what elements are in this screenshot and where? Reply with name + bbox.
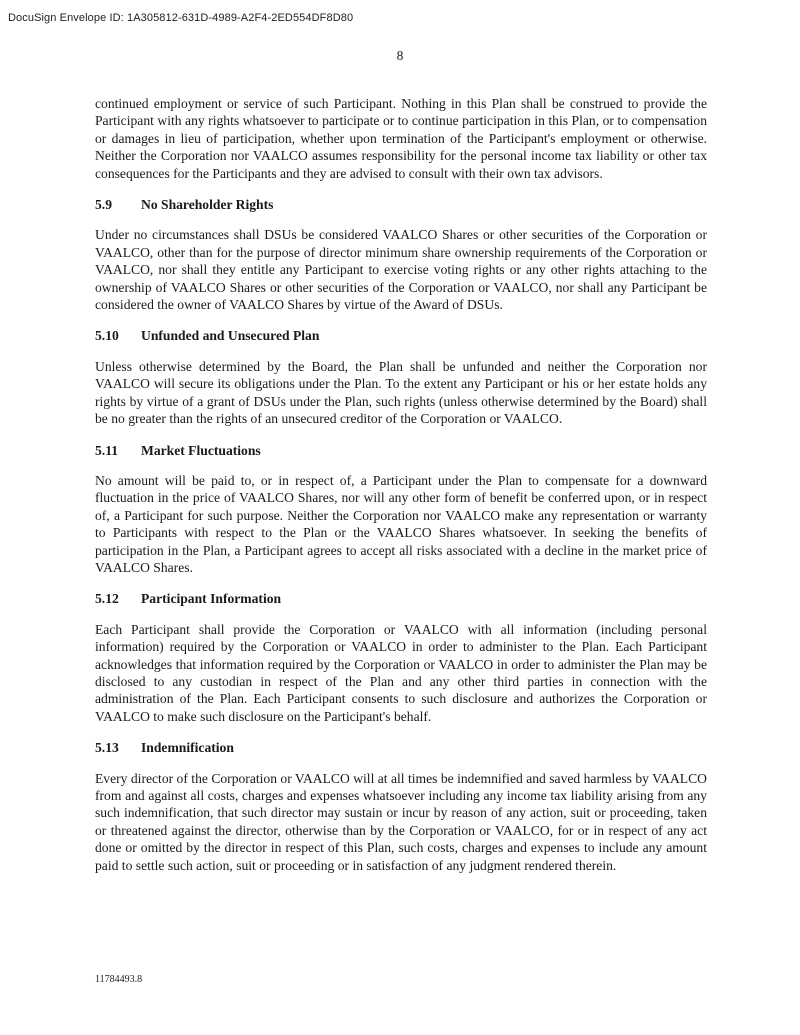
section-number: 5.11 xyxy=(95,442,119,458)
intro-paragraph: continued employment or service of such Participant. Nothing in this Plan shall be construed to provide the Participant with any rights whatsoever to participate or to continue participation in this Plan, or to compensation or damages in lieu of participation, whether upon termination of the Participant's employment or otherwise. Neither the Corporation nor VAALCO assumes responsibility for the personal income tax liability or other tax consequences for the Participants and they are advised to consult with their own tax advisors. xyxy=(95,96,707,181)
docusign-envelope-id: DocuSign Envelope ID: 1A305812-631D-4989-A2F4-2ED554DF8D80 xyxy=(8,12,354,24)
section-number: 5.13 xyxy=(95,740,119,756)
section-body: Unless otherwise determined by the Board, the Plan shall be unfunded and neither the Corporation nor VAALCO will secure its obligations under the Plan. To the extent any Participant or his or her estate holds any rights by virtue of a grant of DSUs under the Plan, such rights (unless otherwise determined by the Board) shall be no greater than the rights of an unsecured creditor of the Corporation or VAALCO. xyxy=(95,358,707,427)
section-heading xyxy=(95,590,707,607)
section-body: Every director of the Corporation or VAALCO will at all times be indemnified and saved harmless by VAALCO from and against all costs, charges and expenses whatsoever including any income tax liability arising from any such indemnification, that such director may sustain or incur by reason of any action, suit or proceeding, taken or threatened against the director, otherwise than by the Corporation or VAALCO, for or in respect of any act done or omitted by the director in respect of this Plan, such costs, charges and expenses to include any amount paid to settle such action, suit or proceeding or in satisfaction of any judgment rendered therein. xyxy=(95,770,707,873)
section-5-13 xyxy=(95,739,707,874)
section-heading xyxy=(95,442,707,459)
section-5-10 xyxy=(95,327,707,427)
section-number: 5.9 xyxy=(95,197,112,213)
section-number: 5.10 xyxy=(95,328,119,344)
section-title: Unfunded and Unsecured Plan xyxy=(141,328,320,344)
section-5-12 xyxy=(95,590,707,725)
section-5-9 xyxy=(95,196,707,313)
section-body: Under no circumstances shall DSUs be considered VAALCO Shares or other securities of the Corporation or VAALCO, other than for the purpose of director minimum share ownership requirements of the Corporation or VAALCO, nor shall they entitle any Participant to exercise voting rights or any other rights attaching to the ownership of VAALCO Shares or other securities of the Corporation or VAALCO, nor shall any Participant be considered the owner of VAALCO Shares by virtue of the Award of DSUs. xyxy=(95,227,707,313)
document-body xyxy=(95,95,707,874)
section-title: Market Fluctuations xyxy=(141,442,261,458)
section-title: Participant Information xyxy=(141,591,282,607)
document-footer-code: 11784493.8 xyxy=(95,974,143,985)
section-heading xyxy=(95,327,707,344)
section-body: No amount will be paid to, or in respect of, a Participant under the Plan to compensate for a downward fluctuation in the price of VAALCO Shares, nor will any other form of benefit be conferred upon, or in respect of, a Participant for such purpose. Neither the Corporation nor VAALCO make any representation or warranty to Participants with respect to the Plan or the VAALCO Shares whatsoever. In seeking the benefits of participation in the Plan, a Participant agrees to accept all risks associated with a decline in the market price of VAALCO Shares. xyxy=(95,472,707,575)
section-heading xyxy=(95,739,707,756)
page-number: 8 xyxy=(396,48,404,63)
section-title: No Shareholder Rights xyxy=(141,197,274,213)
section-heading xyxy=(95,196,707,213)
section-body: Each Participant shall provide the Corporation or VAALCO with all information (including personal information) required by the Corporation or VAALCO in order to administer to the Plan. Each Participant acknowledges that information required by the Corporation or VAALCO in order to administer the Plan may be disclosed to any custodian in respect of the Plan and any other third parties in connection with the administration of the Plan. Each Participant consents to such disclosure and authorizes the Corporation or VAALCO to make such disclosure on the Participant's behalf. xyxy=(95,621,707,724)
section-number: 5.12 xyxy=(95,591,119,607)
section-5-11 xyxy=(95,442,707,577)
section-title: Indemnification xyxy=(141,740,234,756)
